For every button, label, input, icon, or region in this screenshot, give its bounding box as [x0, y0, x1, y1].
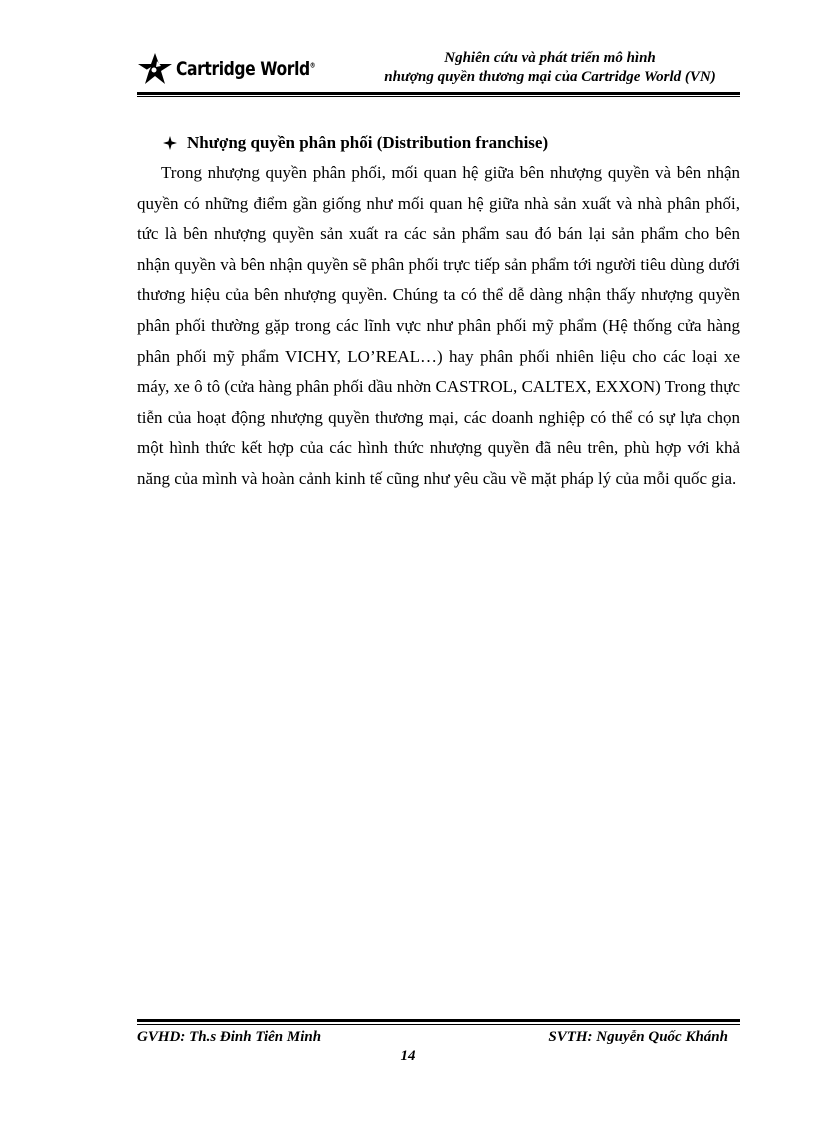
- footer-divider-thin: [137, 1024, 740, 1025]
- logo-wordmark: Cartridge World®: [176, 58, 316, 80]
- page-header: [137, 49, 740, 91]
- diamond-bullet-icon: [163, 136, 177, 150]
- star-logo-icon: [137, 52, 173, 86]
- title-line-2: nhượng quyền thương mại của Cartridge World (VN): [384, 69, 716, 85]
- header-divider-thin: [137, 96, 740, 97]
- section-heading: [163, 128, 740, 158]
- cartridge-world-logo: [137, 52, 346, 86]
- footer-divider: [137, 1019, 740, 1022]
- student-name: SVTH: Nguyễn Quốc Khánh: [548, 1029, 728, 1045]
- title-line-1: Nghiên cứu và phát triển mô hình: [444, 50, 656, 66]
- page-number: 14: [400, 1048, 416, 1064]
- advisor-name: GVHD: Th.s Đinh Tiên Minh: [137, 1029, 322, 1045]
- body-paragraph: Trong nhượng quyền phân phối, mối quan hệ giữa bên nhượng quyền và bên nhận quyền có những điểm gần giống như mối quan hệ giữa nhà sản xuất và nhà phân phối, tức là bên nhượng quyền sản xuất ra các sản phẩm sau đó bán lại sản phẩm cho bên nhận quyền và bên nhận quyền sẽ phân phối trực tiếp sản phẩm tới người tiêu dùng dưới thương hiệu của bên nhượng quyền. Chúng ta có thể dễ dàng nhận thấy nhượng quyền phân phối thường gặp trong các lĩnh vực như phân phối mỹ phẩm (Hệ thống cửa hàng phân phối mỹ phẩm VICHY, LO’REAL…) hay phân phối nhiên liệu cho các loại xe máy, xe ô tô (cửa hàng phân phối dầu nhờn CASTROL, CALTEX, EXXON) Trong thực tiễn của hoạt động nhượng quyền thương mại, các doanh nghiệp có thể có sự lựa chọn một hình thức kết hợp của các hình thức nhượng quyền đã nêu trên, phù hợp với khả năng của mình và hoàn cảnh kinh tế cũng như yêu cầu về mặt pháp lý của mỗi quốc gia.: [137, 163, 740, 488]
- header-divider: [137, 92, 740, 95]
- section-heading-text: Nhượng quyền phân phối (Distribution franchise): [187, 133, 549, 152]
- document-title: [360, 49, 740, 87]
- page-content: [137, 128, 740, 495]
